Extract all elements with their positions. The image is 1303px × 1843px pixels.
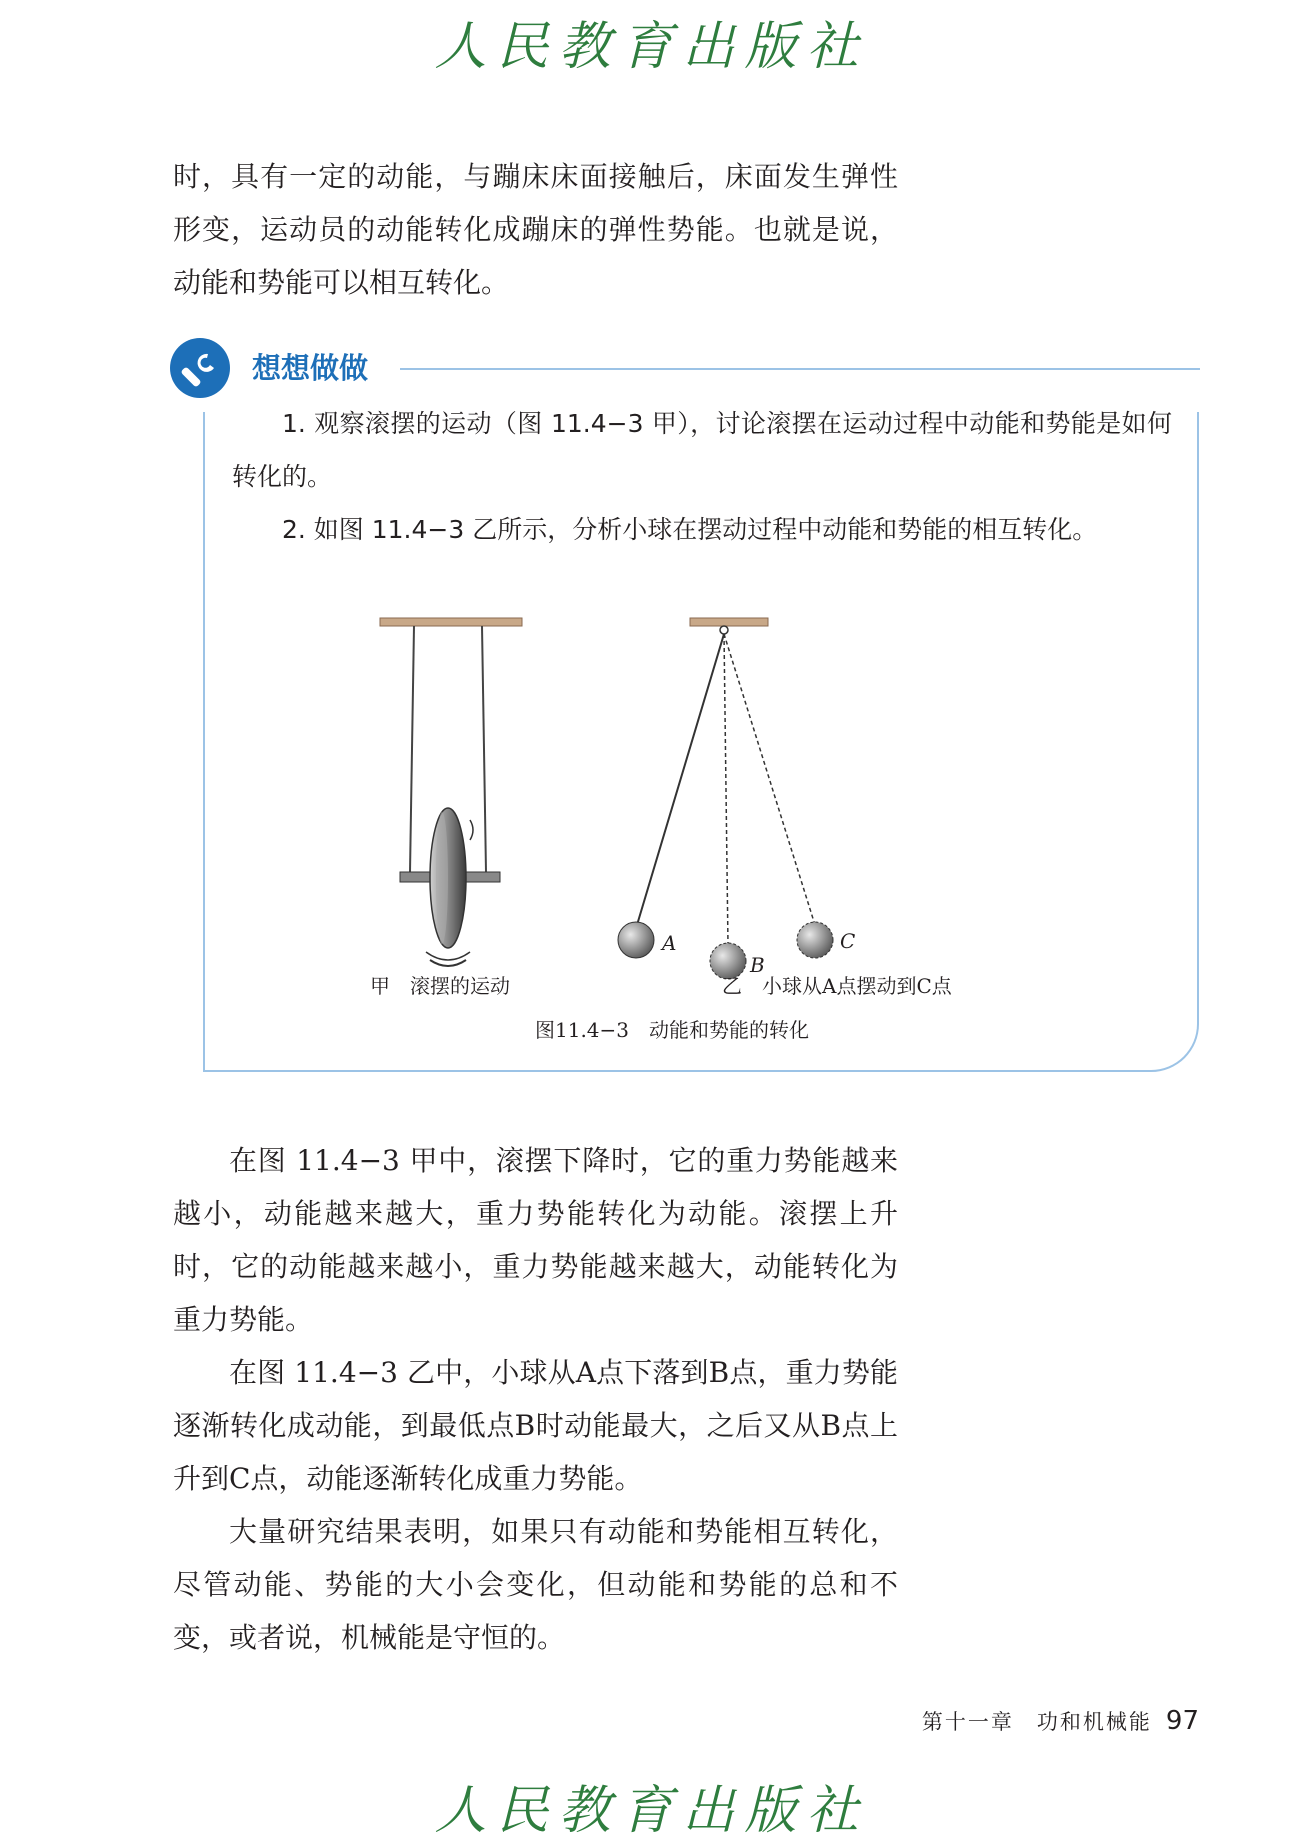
pendulum-string-c [724, 634, 815, 925]
label-c: C [840, 929, 856, 953]
label-a: A [662, 931, 677, 955]
paragraph-2: 在图 11.4−3 乙中，小球从A点下落到B点，重力势能逐渐转化成动能，到最低点B时动能最大，之后又从B点上升到C点，动能逐渐转化成重力势能。 [173, 1356, 898, 1495]
pendulum-string-a [637, 634, 724, 925]
ball-c [797, 922, 833, 958]
sub-caption-left: 甲 滚摆的运动 [370, 974, 510, 998]
label-b: B [750, 953, 765, 977]
paragraph-3: 大量研究结果表明，如果只有动能和势能相互转化，尽管动能、势能的大小会变化，但动能和势能的总和不变，或者说，机械能是守恒的。 [173, 1515, 898, 1654]
figure-11-4-3 [330, 600, 1030, 1040]
figure-caption: 图11.4−3 动能和势能的转化 [535, 1018, 810, 1042]
paragraph-1: 在图 11.4−3 甲中，滚摆下降时，它的重力势能越来越小，动能越来越大，重力势能转化为动能。滚摆上升时，它的动能越来越小，重力势能越来越大，动能转化为重力势能。 [173, 1144, 898, 1336]
pivot [720, 626, 728, 634]
page-footer [922, 1706, 1199, 1736]
ball-a [618, 922, 654, 958]
paragraph-top: 时，具有一定的动能，与蹦床床面接触后，床面发生弹性形变，运动员的动能转化成蹦床的弹性势能。也就是说，动能和势能可以相互转化。 [173, 160, 898, 299]
sub-caption-right: 乙 小球从A点摆动到C点 [722, 974, 952, 998]
activity-item-2: 2. 如图 11.4−3 乙所示，分析小球在摆动过程中动能和势能的相互转化。 [282, 515, 1098, 544]
wrench-icon [170, 338, 230, 398]
left-support-beam [380, 618, 522, 626]
publisher-logo: 人民教育出版社 [434, 17, 869, 77]
title-rule [400, 368, 1200, 372]
publisher-logo-bottom: 人民教育出版社 [434, 1781, 869, 1841]
activity-item-1: 1. 观察滚摆的运动（图 11.4−3 甲），讨论滚摆在运动过程中动能和势能是如何转化的。 [232, 409, 1172, 491]
left-string-2 [482, 626, 486, 872]
activity-title: 想想做做 [252, 351, 369, 385]
page-number: 97 [1165, 1706, 1199, 1736]
chapter-title: 第十一章 功和机械能 [921, 1710, 1152, 1734]
left-string-1 [410, 626, 414, 872]
pendulum-string-b [724, 634, 728, 945]
right-support-beam [690, 618, 768, 626]
